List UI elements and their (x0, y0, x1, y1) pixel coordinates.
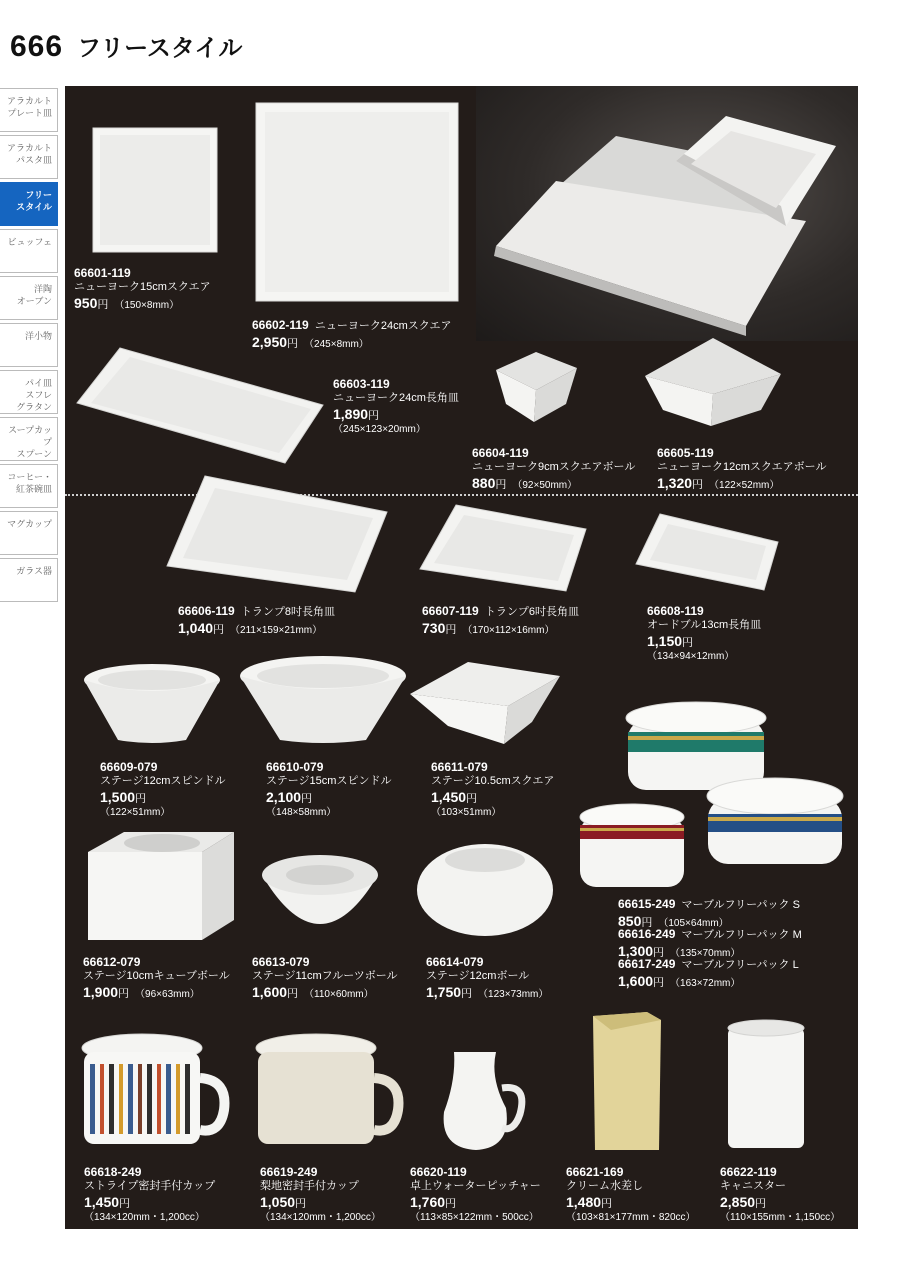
product-code: 66618-249 (84, 1165, 142, 1179)
product-dims: （211×159×21mm） (230, 624, 323, 636)
product-dims: （134×94×12mm） (647, 650, 735, 662)
product-price: 1,150 (647, 632, 683, 649)
product-dims: （103×51mm） (431, 806, 502, 818)
product-name: ステージ11cmフルーツボール (252, 970, 398, 982)
yen-mark: 円 (119, 1197, 131, 1210)
product-name: マーブルフリーパック M (681, 929, 802, 941)
product-code: 66608-119 (647, 604, 704, 618)
yen-mark: 円 (653, 976, 665, 989)
product-name: ステージ15cmスピンドル (266, 775, 392, 787)
product-dims: （245×8mm） (304, 338, 369, 350)
product-66608 (647, 604, 761, 663)
product-dims: （123×73mm） (478, 988, 549, 1000)
product-code: 66607-119 (422, 604, 479, 618)
product-price: 1,300 (618, 942, 654, 959)
product-dims: （163×72mm） (670, 977, 741, 989)
product-code: 66605-119 (657, 446, 714, 460)
page-title: フリースタイル (77, 35, 243, 62)
plate-rect-24-image (75, 345, 325, 465)
yen-mark: 円 (601, 1197, 613, 1210)
product-price: 2,100 (266, 788, 302, 805)
hors-doeuvre-plate-image (634, 512, 780, 592)
product-name: トランプ6吋長角皿 (484, 606, 579, 618)
nashiji-sealed-cup-image (254, 1030, 404, 1155)
sidebar-item-western-oven[interactable]: 洋陶 オーブン (0, 276, 58, 320)
product-66612 (83, 955, 230, 1002)
yen-mark: 円 (445, 1197, 457, 1210)
stage-square-image (408, 660, 563, 746)
product-66621 (566, 1165, 696, 1224)
set-photo (476, 86, 858, 341)
plate-square-24-image (255, 102, 459, 302)
product-dims: （134×120mm・1,200cc） (84, 1211, 205, 1223)
product-66616 (618, 927, 802, 961)
product-66613 (252, 955, 398, 1002)
product-dims: （96×63mm） (135, 988, 200, 1000)
product-dims: （105×64mm） (658, 917, 729, 929)
bowl-square-9-image (494, 350, 579, 425)
product-dims: （122×51mm） (100, 806, 171, 818)
sidebar-item-mug[interactable]: マグカップ (0, 511, 58, 555)
product-price: 1,450 (84, 1193, 120, 1210)
yen-mark: 円 (287, 987, 299, 1000)
product-name: オードブル13cm長角皿 (647, 619, 762, 631)
product-dims: （134×120mm・1,200cc） (260, 1211, 381, 1223)
product-code: 66616-249 (618, 927, 676, 941)
sidebar-item-a-la-carte-plate[interactable]: アラカルト プレート皿 (0, 88, 58, 132)
product-price: 2,950 (252, 333, 288, 350)
yen-mark: 円 (682, 636, 694, 649)
sidebar-item-glass[interactable]: ガラス器 (0, 558, 58, 602)
product-name: ステージ10.5cmスクエア (431, 775, 555, 787)
plate-square-15-image (92, 127, 218, 254)
yen-mark: 円 (445, 623, 457, 636)
marble-pack-l-image (704, 776, 846, 870)
yen-mark: 円 (213, 623, 225, 636)
product-66619 (260, 1165, 381, 1224)
product-code: 66615-249 (618, 897, 676, 911)
product-name: ニューヨーク12cmスクエアボール (657, 461, 827, 473)
spindle-12-image (82, 662, 222, 744)
product-code: 66614-079 (426, 955, 484, 969)
product-price: 1,890 (333, 405, 369, 422)
product-dims: （110×155mm・1,150cc） (720, 1211, 841, 1223)
product-price: 850 (618, 912, 642, 929)
product-price: 1,500 (100, 788, 136, 805)
product-code: 66604-119 (472, 446, 529, 460)
yen-mark: 円 (301, 792, 313, 805)
category-sidebar (0, 88, 58, 605)
product-code: 66602-119 (252, 318, 309, 332)
page-number: 666 (10, 30, 64, 63)
product-name: ストライプ密封手付カップ (84, 1180, 216, 1192)
product-dims: （148×58mm） (266, 806, 337, 818)
product-66601 (74, 266, 211, 313)
yen-mark: 円 (118, 987, 130, 1000)
product-dims: （110×60mm） (304, 988, 374, 1000)
product-price: 1,600 (618, 972, 654, 989)
product-dims: （135×70mm） (670, 947, 741, 959)
yen-mark: 円 (368, 409, 380, 422)
product-code: 66601-119 (74, 266, 131, 280)
fruit-bowl-image (260, 853, 380, 938)
product-dims: （103×81×177mm・820cc） (566, 1211, 696, 1223)
product-name: ニューヨーク9cmスクエアボール (472, 461, 636, 473)
product-66617 (618, 957, 799, 991)
product-code: 66622-119 (720, 1165, 777, 1179)
product-dims: （122×52mm） (709, 479, 780, 491)
sidebar-item-western-small[interactable]: 洋小物 (0, 323, 58, 367)
product-66618 (84, 1165, 215, 1224)
product-name: ステージ12cmボール (426, 970, 530, 982)
product-dims: （245×123×20mm） (333, 423, 426, 435)
product-price: 1,050 (260, 1193, 296, 1210)
yen-mark: 円 (466, 792, 478, 805)
product-name: ニューヨーク15cmスクエア (74, 281, 211, 293)
cube-bowl-image (86, 830, 236, 942)
canister-image (724, 1018, 808, 1152)
product-66606 (178, 604, 335, 638)
product-price: 1,320 (657, 474, 693, 491)
sidebar-item-free-style[interactable]: フリー スタイル (0, 182, 58, 226)
product-price: 1,750 (426, 983, 462, 1000)
product-code: 66621-169 (566, 1165, 624, 1179)
yen-mark: 円 (641, 916, 653, 929)
product-66605 (657, 446, 826, 493)
product-66611 (431, 760, 554, 819)
product-code: 66619-249 (260, 1165, 318, 1179)
product-price: 1,040 (178, 619, 214, 636)
sidebar-item-soup-cup-spoon[interactable]: スープカップ スプーン (0, 417, 58, 461)
product-name: ステージ10cmキューブボール (83, 970, 230, 982)
cream-water-jug-image (587, 1010, 665, 1155)
product-name: ステージ12cmスピンドル (100, 775, 226, 787)
product-dims: （113×85×122mm・500cc） (410, 1211, 539, 1223)
product-name: 卓上ウォーターピッチャー (410, 1180, 541, 1192)
product-price: 1,450 (431, 788, 467, 805)
product-price: 880 (472, 474, 496, 491)
product-code: 66609-079 (100, 760, 158, 774)
product-price: 1,600 (252, 983, 288, 1000)
yen-mark: 円 (692, 478, 704, 491)
sidebar-item-coffee-tea[interactable]: コーヒー・ 紅茶碗皿 (0, 464, 58, 508)
product-name: ニューヨーク24cmスクエア (314, 320, 452, 332)
product-code: 66611-079 (431, 760, 488, 774)
yen-mark: 円 (135, 792, 147, 805)
product-66607 (422, 604, 579, 638)
yen-mark: 円 (653, 946, 665, 959)
page-header (10, 28, 242, 68)
bowl-square-12-image (643, 336, 783, 428)
spindle-15-image (238, 654, 408, 744)
product-name: マーブルフリーパック S (681, 899, 800, 911)
product-code: 66620-119 (410, 1165, 467, 1179)
product-code: 66610-079 (266, 760, 324, 774)
yen-mark: 円 (287, 337, 299, 350)
product-66604 (472, 446, 635, 493)
product-66622 (720, 1165, 840, 1224)
water-pitcher-image (436, 1048, 531, 1153)
product-66602 (252, 318, 452, 352)
trump-6-plate-image (418, 503, 588, 593)
product-price: 1,480 (566, 1193, 602, 1210)
product-price: 730 (422, 619, 446, 636)
product-code: 66606-119 (178, 604, 235, 618)
sidebar-item-pie-souffle-gratin[interactable]: パイ皿 スフレ グラタン (0, 370, 58, 414)
product-66603 (333, 377, 459, 436)
product-price: 1,760 (410, 1193, 446, 1210)
product-66609 (100, 760, 225, 819)
product-66615 (618, 897, 800, 931)
product-name: クリーム水差し (566, 1180, 643, 1192)
trump-8-plate-image (165, 474, 390, 594)
product-price: 2,850 (720, 1193, 756, 1210)
product-code: 66612-079 (83, 955, 141, 969)
sidebar-item-a-la-carte-pasta[interactable]: アラカルト パスタ皿 (0, 135, 58, 179)
yen-mark: 円 (495, 478, 507, 491)
product-code: 66617-249 (618, 957, 676, 971)
yen-mark: 円 (461, 987, 473, 1000)
yen-mark: 円 (755, 1197, 767, 1210)
product-price: 950 (74, 294, 98, 311)
product-name: 梨地密封手付カップ (260, 1180, 359, 1192)
product-dims: （150×8mm） (114, 299, 180, 311)
yen-mark: 円 (295, 1197, 307, 1210)
product-66610 (266, 760, 391, 819)
product-price: 1,900 (83, 983, 119, 1000)
product-name: キャニスター (720, 1180, 786, 1192)
product-code: 66603-119 (333, 377, 390, 391)
product-66614 (426, 955, 548, 1002)
product-dims: （170×112×16mm） (462, 624, 555, 636)
product-name: トランプ8吋長角皿 (240, 606, 335, 618)
yen-mark: 円 (97, 298, 109, 311)
stage-bowl-image (415, 838, 555, 938)
product-code: 66613-079 (252, 955, 310, 969)
product-name: マーブルフリーパック L (681, 959, 799, 971)
stripe-sealed-cup-image (80, 1030, 230, 1155)
product-name: ニューヨーク24cm長角皿 (333, 392, 459, 404)
product-66620 (410, 1165, 541, 1224)
sidebar-item-buffet[interactable]: ビュッフェ (0, 229, 58, 273)
product-dims: （92×50mm） (512, 479, 578, 491)
marble-pack-s-image (576, 801, 688, 889)
